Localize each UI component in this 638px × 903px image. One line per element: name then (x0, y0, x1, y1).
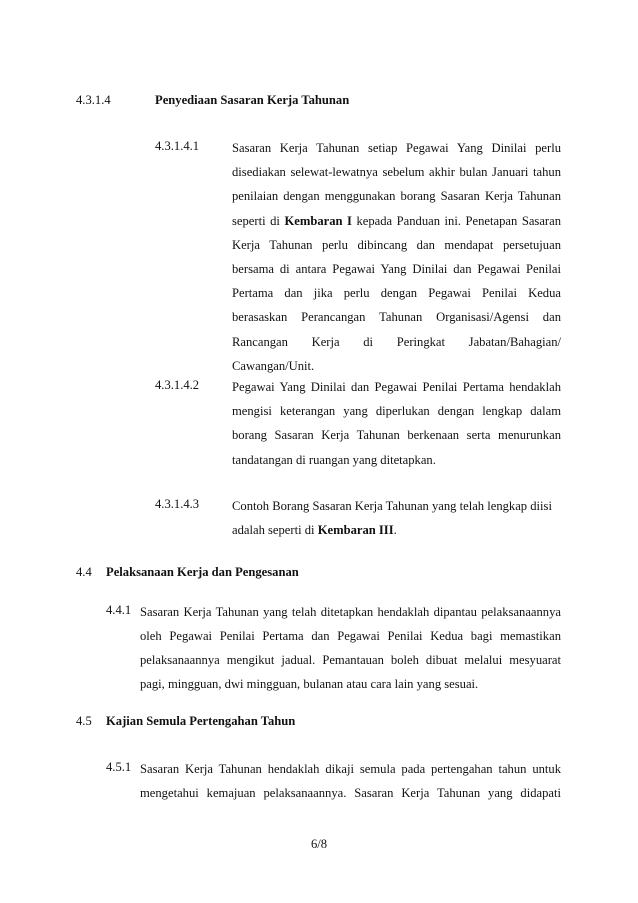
body-line: tandatangan di ruangan yang ditetapkan. (232, 452, 436, 467)
body-line: Cawangan/Unit. (232, 358, 315, 373)
body-line: Contoh Borang Sasaran Kerja Tahunan yang telah lengkap diisi (232, 499, 552, 513)
item-number-441: 4.4.1 (106, 603, 132, 617)
body-line: penilaian dengan menggunakan borang Sasaran Kerja Tahunan (232, 189, 561, 204)
item-body-43142 (232, 378, 561, 475)
kembaran-iii-reference: Kembaran III (317, 523, 394, 538)
section-number-4314: 4.3.1.4 (76, 93, 111, 107)
section-number-45: 4.5 (76, 714, 92, 728)
item-body-451 (140, 784, 561, 808)
body-line: mengisi keterangan yang diperlukan dengan lengkap dalam (232, 404, 561, 419)
body-text: seperti di (232, 213, 285, 228)
item-number-451: 4.5.1 (106, 760, 132, 774)
body-line: Sasaran Kerja Tahunan yang telah ditetapkan hendaklah dipantau pelaksanaannya (140, 605, 561, 619)
item-number-43143: 4.3.1.4.3 (155, 497, 200, 511)
section-title-44: Pelaksanaan Kerja dan Pengesanan (106, 565, 299, 579)
body-text: adalah seperti di (232, 523, 318, 538)
body-line: Sasaran Kerja Tahunan hendaklah dikaji semula pada pertengahan tahun untuk (140, 762, 561, 776)
item-first-line-441 (140, 603, 561, 627)
page-number: 6/8 (310, 837, 328, 851)
section-title-4314: Penyediaan Sasaran Kerja Tahunan (155, 93, 350, 107)
body-line: berasaskan Perancangan Tahunan Organisasi/Agensi dan (232, 310, 561, 325)
body-line: Pertama dan jika perlu dengan Pegawai Penilai Kedua (232, 286, 561, 301)
item-body-43143 (232, 497, 561, 545)
body-line (232, 212, 561, 236)
body-line: Pegawai Yang Dinilai dan Pegawai Penilai Pertama hendaklah (232, 380, 561, 394)
body-line: Kerja Tahunan perlu dibincang dan mendapat persetujuan (232, 237, 561, 252)
body-line: bersama di antara Pegawai Yang Dinilai dan Pegawai Penilai (232, 261, 561, 276)
item-number-43141: 4.3.1.4.1 (155, 139, 200, 153)
body-line: disediakan selewat-lewatnya sebelum akhir bulan Januari tahun (232, 165, 561, 180)
body-line (232, 521, 561, 545)
body-line: borang Sasaran Kerja Tahunan berkenaan serta menurunkan (232, 428, 561, 443)
body-text: . (393, 523, 397, 538)
kembaran-i-reference: Kembaran I (284, 213, 352, 228)
body-line: Sasaran Kerja Tahunan setiap Pegawai Yang Dinilai perlu (232, 141, 561, 155)
item-body-441 (140, 627, 561, 700)
item-number-43142: 4.3.1.4.2 (155, 378, 200, 392)
body-line: pelaksanaannya mengikut jadual. Pemantauan boleh dibuat melalui mesyuarat (140, 653, 561, 668)
body-text: kepada Panduan ini. Penetapan Sasaran (351, 213, 561, 228)
body-line: mengetahui kemajuan pelaksanaannya. Sasaran Kerja Tahunan yang didapati (140, 786, 561, 800)
item-body-43141 (232, 139, 561, 381)
section-title-45: Kajian Semula Pertengahan Tahun (106, 714, 296, 728)
body-line: pagi, mingguan, dwi mingguan, bulanan atau cara lain yang sesuai. (140, 677, 479, 692)
body-line: Rancangan Kerja di Peringkat Jabatan/Bahagian/ (232, 334, 561, 349)
section-number-44: 4.4 (76, 565, 92, 579)
item-first-line-451 (140, 760, 561, 784)
body-line: oleh Pegawai Penilai Pertama dan Pegawai Penilai Kedua bagi memastikan (140, 629, 561, 643)
